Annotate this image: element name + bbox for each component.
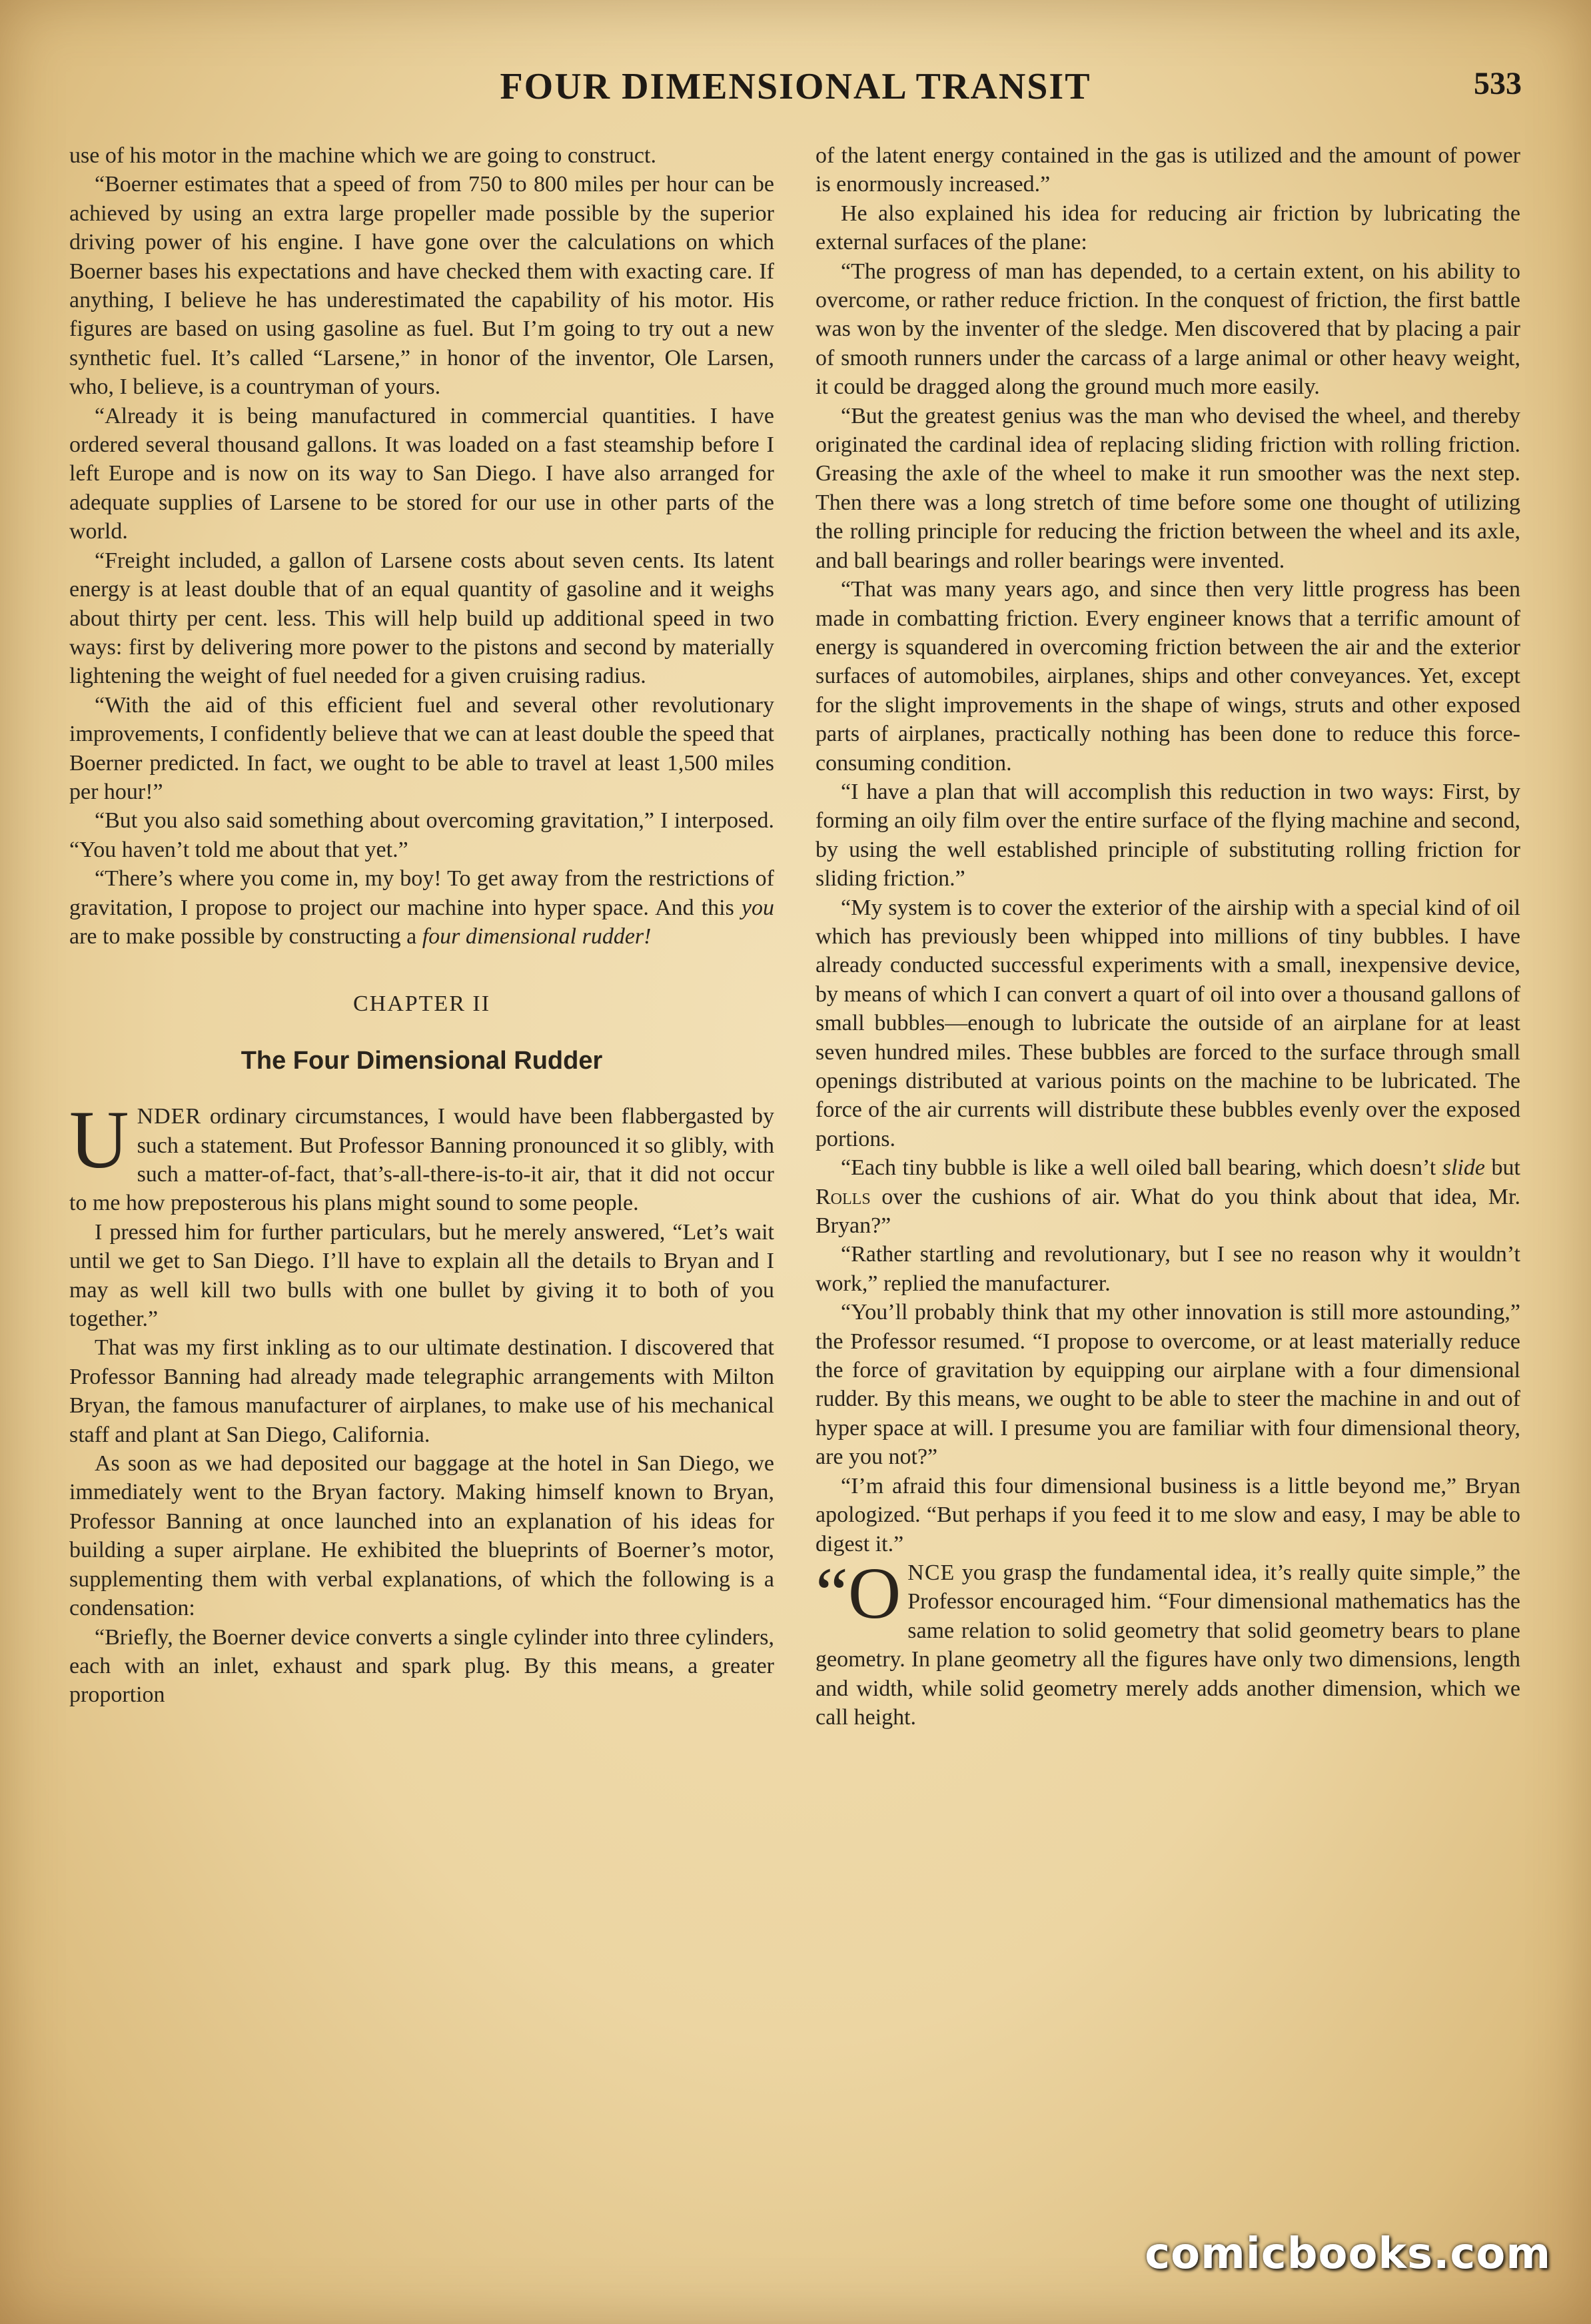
paragraph: “Rather startling and revolutionary, but I see no reason why it wouldn’t work,” replied the manufacturer. (815, 1242, 1520, 1296)
left-column (69, 141, 774, 1710)
paragraph: As soon as we had deposited our baggage at the hotel in San Diego, we immediately went to the Bryan factory. Making himself known to Bryan, Professor Banning at once launched into an explanation of his ideas for building a super airplane. He exhibited the blueprints of Boerner’s motor, supplementing them with verbal explanations, of which the following is a condensation: (69, 1451, 774, 1621)
text-run: “There’s where you come in, my boy! To get away from the restrictions of gravitation, I propose to project our machine into hyper space. And this (69, 866, 774, 920)
page-number: 533 (1474, 66, 1522, 101)
paragraph: “That was many years ago, and since then very little progress has been made in combatting friction. Every engineer knows that a terrific amount of energy is squandered in overcoming friction between the air and the exterior surfaces of automobiles, airplanes, ships and other conveyances. Yet, except for the slight improvements in the shape of wings, struts and other exposed parts of airplanes, practically nothing has been done to reduce this force-consuming condition. (815, 577, 1520, 776)
paragraph: “My system is to cover the exterior of the airship with a special kind of oil which has previously been whipped into millions of tiny bubbles. I have already conducted successful experiments with a small, inexpensive device, by means of which I can convert a quart of oil into over a thousand gallons of small bubbles—enough to lubricate the outside of an airplane for at least seven hundred miles. These bubbles are forced to the surface through small openings distributed at various points on the machine to be lubricated. The force of the air currents will distribute these bubbles evenly over the exposed portions. (815, 895, 1520, 1151)
text-run: are to make possible by constructing a (69, 923, 422, 949)
running-title: FOUR DIMENSIONAL TRANSIT (500, 66, 1091, 107)
text-run: you grasp the fundamental idea, it’s really quite simple,” the Professor encouraged him. “Four dimensional mathematics has the same relation to solid geometry that solid geometry bears to plane geometry. In plane geometry all the figures have only two dimensions, length and width, while solid geometry merely adds another dimension, which we call height. (815, 1560, 1520, 1730)
chapter-label: CHAPTER II (352, 991, 491, 1017)
text-run: “Each tiny bubble is like a well oiled ball bearing, which doesn’t (841, 1155, 1442, 1181)
paragraph: “But the greatest genius was the man who devised the wheel, and thereby originated the cardinal idea of replacing sliding friction with rolling friction. Greasing the axle of the wheel to make it run smoother was the next step. Then there was a long stretch of time before some one thought of utilizing the rolling principle for reducing the friction between the wheel and its axle, and ball bearings and roller bearings were invented. (815, 403, 1520, 573)
emphasis-rudder: four dimensional rudder! (422, 923, 652, 949)
paragraph: “Already it is being manufactured in commercial quantities. I have ordered several thousand gallons. It was loaded on a fast steamship before I left Europe and is now on its way to San Diego. I have also arranged for adequate supplies of Larsene to be stored for our use in other parts of the world. (69, 403, 774, 544)
drop-cap: U (69, 1094, 129, 1186)
text-run: ordinary circumstances, I would have been flabbergasted by such a statement. But Professor Banning pronounced it so glibly, with such a matter-of-fact, that’s-all-there-is-to-it air, that it did not occur to me how preposterous his plans might sound to some people. (69, 1104, 774, 1216)
section-opening-paragraph (815, 1552, 1520, 1732)
text-run: over the cushions of air. What do you think about that idea, Mr. Bryan?” (815, 1184, 1520, 1239)
paragraph: “Boerner estimates that a speed of from 750 to 800 miles per hour can be achieved by using an extra large propeller made possible by the superior driving power of his engine. I have gone over the calculations on which Boerner bases his expectations and have checked them with exacting care. If anything, I believe he has underestimated the capability of his motor. His figures are based on using gasoline as fuel. But I’m going to try out a new synthetic fuel. It’s called “Larsene,” in honor of the inventor, Ole Larsen, who, I believe, is a countryman of yours. (69, 172, 774, 400)
paragraph (815, 1153, 1520, 1240)
paragraph: use of his motor in the machine which we are going to construct. (69, 143, 656, 168)
paragraph: “You’ll probably think that my other innovation is still more astounding,” the Professor resumed. “I propose to overcome, or at least materially reduce the force of gravitation by equipping our airplane with a four dimensional rudder. By this means, we ought to be able to steer the machine in and out of hyper space at will. I presume you are familiar with four dimensional theory, are you not?” (815, 1300, 1520, 1470)
text-run: but (1484, 1155, 1520, 1181)
lead-in-caps: NCE (907, 1560, 955, 1585)
emphasis-slide: slide (1442, 1155, 1485, 1181)
page-header (0, 65, 1591, 119)
paragraph: of the latent energy contained in the gas is utilized and the amount of power is enormously increased.” (815, 143, 1520, 197)
right-column (815, 141, 1520, 1732)
paragraph: “Freight included, a gallon of Larsene costs about seven cents. Its latent energy is at least double that of an equal quantity of gasoline and it weighs about thirty per cent. less. This will help build up additional speed in two ways: first by delivering more power to the pistons and second by materially lightening the weight of fuel needed for a given cruising radius. (69, 548, 774, 689)
lead-in-caps: NDER (137, 1104, 202, 1129)
paragraph: “The progress of man has depended, to a certain extent, on his ability to overcome, or rather reduce friction. In the conquest of friction, the first battle was won by the inventer of the sledge. Men discovered that by placing a pair of smooth runners under the carcass of a large animal or other heavy weight, it could be dragged along the ground much more easily. (815, 259, 1520, 400)
paragraph (69, 864, 774, 951)
chapter-opening-paragraph (69, 1094, 774, 1218)
paragraph: He also explained his idea for reducing air friction by lubricating the external surfaces of the plane: (815, 201, 1520, 255)
paragraph: “I’m afraid this four dimensional business is a little beyond me,” Bryan apologized. “But perhaps if you feed it to me slow and easy, I may be able to digest it.” (815, 1473, 1520, 1556)
paragraph: “Briefly, the Boerner device converts a single cylinder into three cylinders, each with an inlet, exhaust and spark plug. By this means, a greater proportion (69, 1624, 774, 1708)
drop-cap: “O (815, 1552, 901, 1634)
paragraph: “With the aid of this efficient fuel and several other revolutionary improvements, I confidently believe that we can at least double the speed that Boerner predicted. In fact, we ought to be able to travel at least 1,500 miles per hour!” (69, 692, 774, 804)
emphasis-rolls: Rolls (815, 1184, 871, 1209)
watermark: comicbooks.com (1145, 2229, 1551, 2279)
paragraph: “I have a plan that will accomplish this reduction in two ways: First, by forming an oily film over the entire surface of the flying machine and second, by using the well established principle of substituting rolling friction for sliding friction.” (815, 779, 1520, 891)
paragraph: “But you also said something about overcoming gravitation,” I interposed. “You haven’t told me about that yet.” (69, 808, 774, 862)
emphasis-you: you (741, 895, 774, 920)
chapter-title: The Four Dimensional Rudder (241, 1046, 603, 1075)
paragraph: I pressed him for further particulars, but he merely answered, “Let’s wait until we get to San Diego. I’ll have to explain all the details to Bryan and I may as well kill two bulls with one bullet by giving it to both of you together.” (69, 1219, 774, 1332)
paragraph: That was my first inkling as to our ultimate destination. I discovered that Professor Banning had already made telegraphic arrangements with Milton Bryan, the famous manufacturer of airplanes, to make use of his mechanical staff and plant at San Diego, California. (69, 1335, 774, 1447)
